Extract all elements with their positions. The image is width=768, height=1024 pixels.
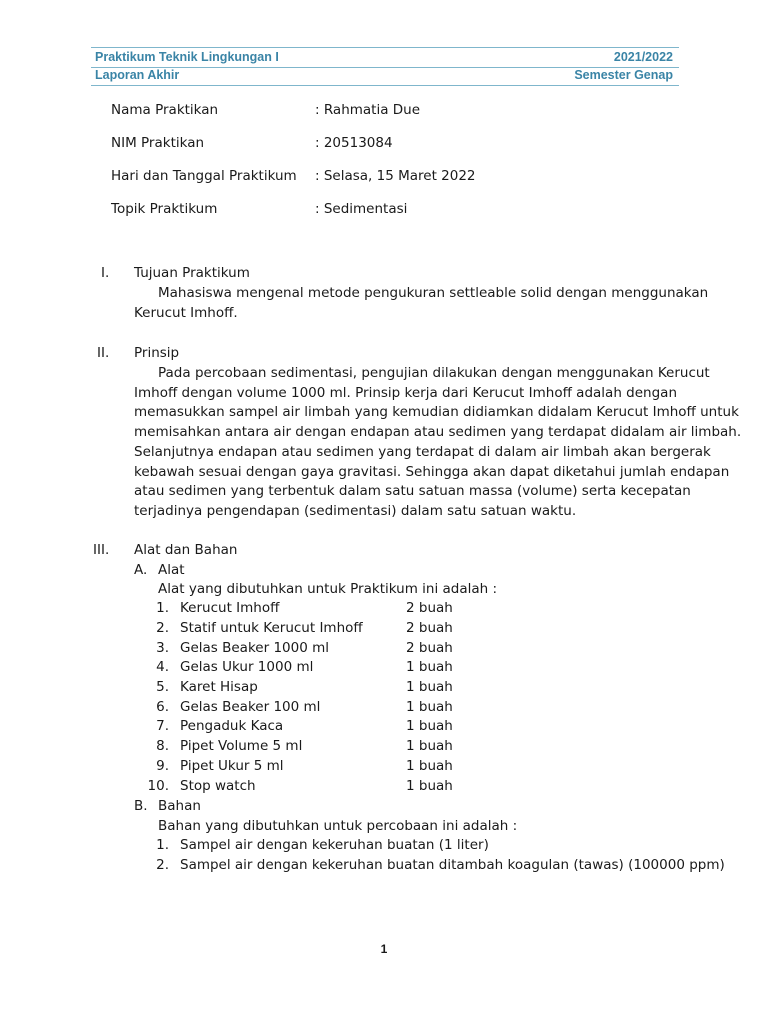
list-item-qty: 1 buah [406, 718, 453, 734]
list-item-name: Stop watch [180, 778, 256, 794]
list-item-name: Kerucut Imhoff [180, 600, 280, 616]
list-item-number: 8. [156, 738, 169, 754]
prinsip-line-4: memisahkan antara air dengan endapan atau sedimen yang terdapat didalam air limbah. [134, 424, 742, 441]
list-item-name: Pipet Ukur 5 ml [180, 758, 284, 774]
section-number-3: III. [93, 542, 110, 558]
subsection-number-b: B. [134, 798, 148, 814]
list-item-number: 3. [156, 640, 169, 656]
prinsip-line-2: Imhoff dengan volume 1000 ml. Prinsip kerja dari Kerucut Imhoff adalah dengan [134, 384, 677, 401]
list-item-qty: 1 buah [406, 778, 453, 794]
info-label-name: Nama Praktikan [111, 102, 219, 118]
list-item-number: 4. [156, 659, 169, 675]
list-item-name: Pengaduk Kaca [180, 718, 284, 734]
list-item-number: 10. [147, 778, 169, 794]
list-item-name: Sampel air dengan kekeruhan buatan ditambah koagulan (tawas) (100000 ppm) [180, 857, 725, 873]
list-item-name: Gelas Ukur 1000 ml [180, 659, 314, 675]
prinsip-line-1: Pada percobaan sedimentasi, pengujian dilakukan dengan menggunakan Kerucut [158, 365, 710, 381]
info-value-date: : Selasa, 15 Maret 2022 [315, 168, 476, 184]
list-item-number: 2. [156, 620, 169, 636]
page-header-row-1 [91, 47, 679, 68]
list-item-number: 1. [156, 837, 169, 853]
list-item-qty: 2 buah [406, 640, 453, 656]
info-value-name: : Rahmatia Due [315, 102, 421, 118]
section-title-alat-bahan: Alat dan Bahan [134, 542, 238, 558]
list-item-qty: 1 buah [406, 679, 453, 695]
list-item-number: 6. [156, 699, 169, 715]
info-label-topic: Topik Praktikum [111, 201, 218, 217]
tujuan-line-1: Mahasiswa mengenal metode pengukuran settleable solid dengan menggunakan [158, 285, 709, 301]
list-item-name: Gelas Beaker 1000 ml [180, 640, 329, 656]
list-item-name: Pipet Volume 5 ml [180, 738, 303, 754]
tujuan-line-2: Kerucut Imhoff. [134, 305, 238, 321]
subsection-number-a: A. [134, 562, 148, 578]
list-item-qty: 2 buah [406, 620, 453, 636]
prinsip-line-8: terjadinya pengendapan (sedimentasi) dalam satu satuan waktu. [134, 502, 577, 519]
info-label-date: Hari dan Tanggal Praktikum [111, 168, 297, 184]
list-item-name: Karet Hisap [180, 679, 258, 695]
list-item-name: Gelas Beaker 100 ml [180, 699, 321, 715]
info-value-topic: : Sedimentasi [315, 201, 408, 217]
list-item-qty: 2 buah [406, 600, 453, 616]
header-report-type: Laporan Akhir [95, 68, 180, 82]
list-item-number: 9. [156, 758, 169, 774]
list-item-qty: 1 buah [406, 699, 453, 715]
info-value-nim: : 20513084 [315, 135, 393, 151]
header-course-title: Praktikum Teknik Lingkungan I [95, 50, 279, 64]
section-number-1: I. [101, 265, 110, 281]
page-header-row-2 [91, 66, 679, 86]
section-number-2: II. [97, 345, 110, 361]
list-item-number: 1. [156, 600, 169, 616]
list-item-number: 5. [156, 679, 169, 695]
prinsip-line-6: kebawah sesuai dengan gaya gravitasi. Sehingga akan dapat diketahui jumlah endapan [134, 463, 730, 480]
section-title-prinsip: Prinsip [134, 345, 180, 361]
alat-intro: Alat yang dibutuhkan untuk Praktikum ini adalah : [158, 581, 498, 597]
prinsip-line-7: atau sedimen yang terbentuk dalam satu satuan massa (volume) serta kecepatan [134, 483, 691, 500]
header-academic-year: 2021/2022 [613, 50, 673, 64]
section-title-tujuan: Tujuan Praktikum [134, 265, 250, 281]
prinsip-line-3: memasukkan sampel air limbah yang kemudian didiamkan didalam Kerucut Imhoff untuk [134, 404, 739, 421]
list-item-qty: 1 buah [406, 738, 453, 754]
bahan-intro: Bahan yang dibutuhkan untuk percobaan ini adalah : [158, 818, 518, 834]
subsection-title-bahan: Bahan [158, 798, 201, 814]
list-item-number: 7. [156, 718, 169, 734]
list-item-name: Sampel air dengan kekeruhan buatan (1 liter) [180, 837, 489, 853]
list-item-qty: 1 buah [406, 758, 453, 774]
info-label-nim: NIM Praktikan [111, 135, 205, 151]
prinsip-line-5: Selanjutnya endapan atau sedimen yang terdapat di dalam air limbah akan bergerak [134, 443, 711, 460]
list-item-qty: 1 buah [406, 659, 453, 675]
page-number: 1 [380, 942, 388, 956]
subsection-title-alat: Alat [158, 562, 185, 578]
prinsip-paragraph [134, 364, 742, 522]
list-item-number: 2. [156, 857, 169, 873]
header-semester: Semester Genap [574, 68, 673, 82]
list-item-name: Statif untuk Kerucut Imhoff [180, 620, 363, 636]
